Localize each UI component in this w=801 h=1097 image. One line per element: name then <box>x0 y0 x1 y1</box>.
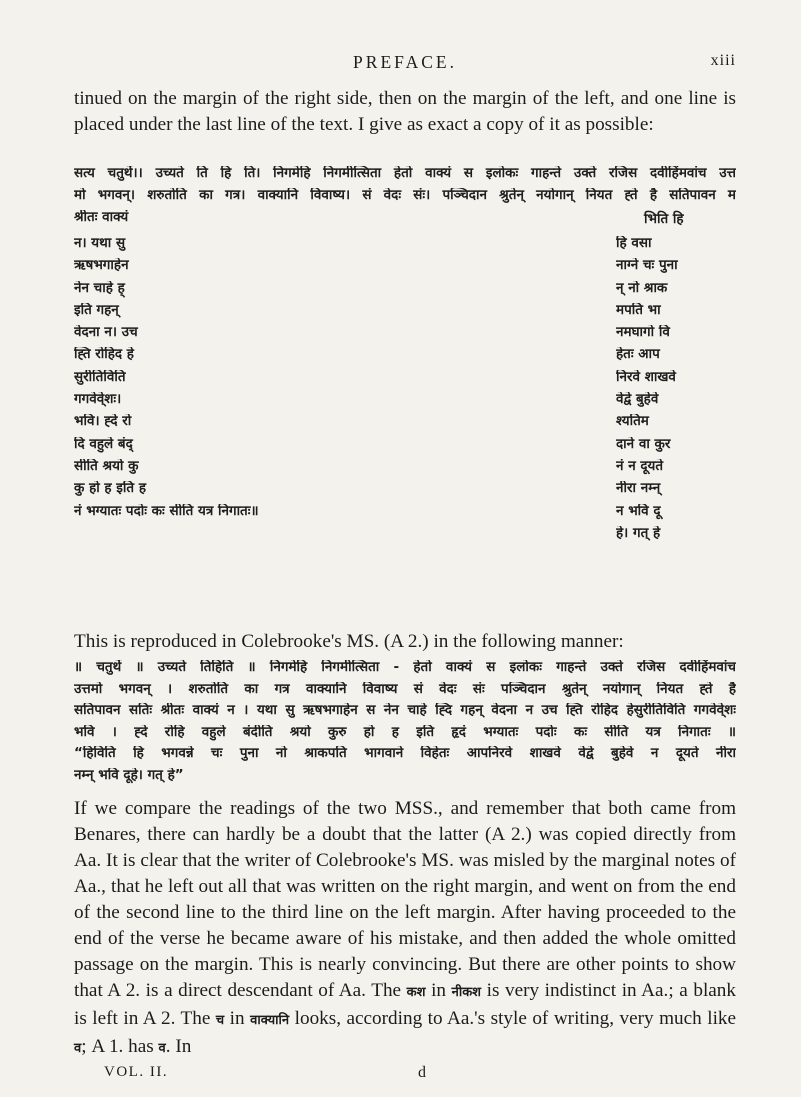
margin-line: न भवि दू <box>616 503 661 519</box>
margin-line: नमघागो वि <box>616 325 670 341</box>
margin-line: ह्ति रोहिद हे <box>74 347 134 363</box>
reproduction-line: “हिविति हि भगवन्ने चः पुना नो श्राकपति भागवाने विहेतः आपनिरवे शाखवे वेद्वे बुहेवे न दूयते नीरा <box>74 746 736 761</box>
margin-line: हेतः आप <box>616 347 660 363</box>
margin-line: नीरा नम्न् <box>616 481 661 497</box>
signature-mark: d <box>418 1064 426 1081</box>
reproduction-line: उत्तमो भगवन् । शरुतोति का गत्र वाक्यानि विवाष्य सं वेदः संः पञ्चिदान श्रुतेन् नयोगान् नियत ह्ते है <box>74 681 736 697</box>
reproduction-line: भवि । ह्दे रोहि वहुले बंदीति श्रयो कुरु हो ह इति हृदं भग्यातः पदोः कः सीति यत्र निगातः ॥ <box>74 724 736 740</box>
reproduction-line: सतिपावन सतिः श्रीतः वाक्यं न । यथा सु ऋषभगाहेन स नेन चाहे ह्दि गहन् वेदना न उच ह्ति रोहिद हेसुरीतिविति गगवेवे्शः <box>74 703 736 718</box>
comparison-text-4: is very indistinct in Aa.; a blank is left in A 2. The <box>74 980 736 1029</box>
margin-line: वेद्वे बुहेवे <box>616 392 659 408</box>
manuscript-right-margin <box>616 236 736 548</box>
manuscript-right-margin-head: भिति हि <box>644 211 684 227</box>
margin-line: कु हो ह इति ह <box>74 481 146 497</box>
page-footer <box>104 1064 736 1086</box>
margin-line: नेन चाहे ह् <box>74 280 125 296</box>
comparison-text-7: ; A 1. has <box>81 1036 154 1057</box>
margin-line: न। यथा सु <box>74 236 126 251</box>
comparison-text-6: looks, according to Aa.'s style of writing, very much like <box>294 1008 737 1029</box>
reproduction-line: नम्न् भवि दूहे। गत् हे” <box>74 767 184 783</box>
margin-line: दि वहुले बंद् <box>74 436 133 452</box>
manuscript-left-margin <box>74 236 374 526</box>
margin-line: न् नो श्राक <box>616 280 668 296</box>
margin-line: हि वसा <box>616 236 652 251</box>
manuscript-line: मो भगवन्। शरुतोति का गत्र। वाक्यानि विवाष्य। सं वेदः संः। पञ्चिदान श्रुतेन् नयोगान् नियत ह्ते है सतिपावन म <box>74 188 736 203</box>
running-head <box>74 52 736 76</box>
margin-line: दाने वा कुर <box>616 436 671 452</box>
margin-line: नं भग्यातः पदोः कः सीति यत्र निगातः॥ <box>74 503 259 519</box>
reproduction-line: ॥ चतुर्थे ॥ उच्यते तिहिति ॥ निगमेहि निगमीत्सिता - हेतो वाक्यं स इलोकः गाहन्ते उक्ते रजिस दवीहिंमवांच <box>74 660 736 675</box>
manuscript-top-lines <box>74 166 736 232</box>
running-head-title: PREFACE. <box>353 52 457 72</box>
manuscript-line: श्रीतः वाक्यं <box>74 210 129 225</box>
sanskrit-word: वाक्यानि <box>250 1013 290 1028</box>
comparison-text-5: in <box>229 1008 245 1029</box>
comparison-text-2: The <box>371 980 402 1001</box>
sanskrit-word: व <box>158 1041 166 1056</box>
sanskrit-word: व <box>74 1041 82 1056</box>
repro-paragraph: This is reproduced in Colebrooke's MS. (A 2.) in the following manner: <box>74 631 624 652</box>
volume-label: VOL. II. <box>104 1064 169 1080</box>
manuscript-reproduction <box>74 660 736 789</box>
margin-line: नं न दूयते <box>616 458 664 474</box>
margin-line: मपति भा <box>616 302 661 318</box>
comparison-text-3: in <box>431 980 447 1001</box>
margin-line: नाग्ने चः पुना <box>616 258 678 274</box>
comparison-paragraph <box>74 796 736 1084</box>
page-number: xiii <box>710 52 736 69</box>
sanskrit-word: नीकश <box>451 985 482 1000</box>
margin-line: श्यतिम <box>616 414 649 430</box>
margin-line: हे। गत् हे <box>616 525 661 541</box>
margin-line: निरवे शाखवे <box>616 369 676 385</box>
sanskrit-word: कश <box>406 985 426 1000</box>
comparison-text-8: . In <box>165 1036 192 1057</box>
intro-paragraph: tinued on the margin of the right side, then on the margin of the left, and one line is placed under the last line of the text. I give as exact a copy of it as possible: <box>74 88 736 135</box>
margin-line: इति गहन् <box>74 302 119 318</box>
margin-line: सीति श्रयो कु <box>74 458 139 474</box>
sanskrit-word: च <box>215 1013 225 1028</box>
margin-line: गगवेवे्शः। <box>74 392 122 408</box>
comparison-text: If we compare the readings of the two MSS., and remember that both came from Benares, there can hardly be a doubt that the latter (A 2.) was copied directly from Aa. It is clear that the writer of Colebrooke's MS. was misled by the marginal notes of Aa., that he left out all that was written on the right margin, and went on from the end of the second line to the third line on the left margin. After having proceeded to the end of the verse he became aware of his mistake, and then added the whole omitted passage on the margin. This is nearly convincing. But there are other points to show that A 2. is a direct descendant of Aa. <box>74 798 736 1001</box>
margin-line: वेदना न। उच <box>74 325 138 341</box>
margin-line: ऋषभगाहेन <box>74 258 129 274</box>
margin-line: भवि। ह्दे रो <box>74 414 132 430</box>
manuscript-line: सत्य चतुर्थे।। उच्यते ति हि ति। निगमेहि निगमीत्सिता हेतो वाक्यं स इलोकः गाहन्ते उक्ते रजिस दवीहिंमवांच उत्त <box>74 166 736 181</box>
margin-line: सुरीतिविति <box>74 369 126 385</box>
